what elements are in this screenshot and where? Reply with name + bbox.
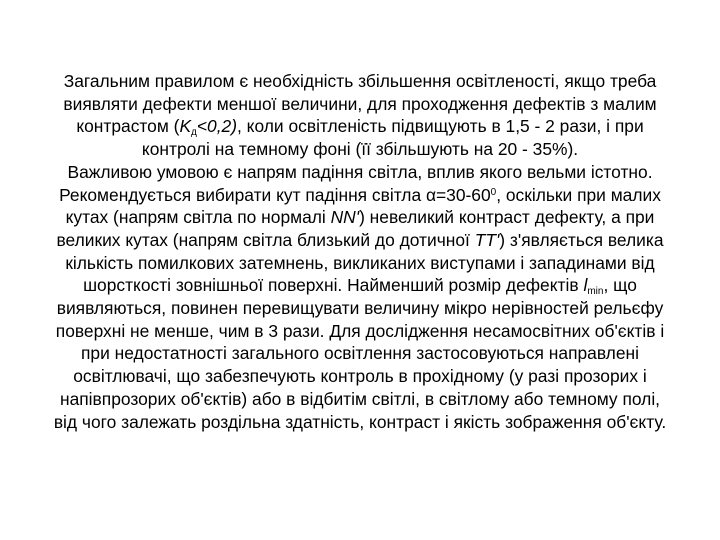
text-run: кутах (напрям світла по нормалі <box>65 207 331 228</box>
text-run: шорсткості зовнішньої поверхні. Найменший розмір дефектів <box>83 275 584 296</box>
contrast-subscript: д <box>191 127 197 139</box>
defect-size-symbol: l <box>583 275 588 296</box>
text-line <box>0 274 720 297</box>
text-line: при недостатності загального освітлення застосовуються направлені <box>81 343 639 364</box>
text-line <box>0 184 720 207</box>
contrast-value: <0,2) <box>196 116 238 137</box>
text-line: Загальним правилом є необхідність збільшення освітленості, якщо треба <box>63 71 657 91</box>
text-run: Рекомендується вибирати кут падіння світла α=30-60 <box>59 184 491 205</box>
text-run: ) з'являється велика <box>499 229 664 250</box>
text-line <box>0 115 720 138</box>
text-line: від чого залежать роздільна здатність, контраст і якість зображення об'єкту. <box>53 411 667 432</box>
text-line: поверхні не менше, чим в 3 рази. Для дослідження несамосвітних об'єктів і <box>55 320 665 341</box>
tangent-symbol: TT' <box>474 229 500 250</box>
text-line: кількість помилкових затемнень, викликаних виступами і западинами від <box>65 252 655 273</box>
text-line <box>0 206 720 229</box>
text-line: виявляються, повинен перевищувати величину мікро нерівностей рельєфу <box>56 298 664 319</box>
text-line <box>0 229 720 252</box>
normal-symbol: NN' <box>330 207 360 228</box>
text-line: контролі на темному фоні (її збільшують на 20 - 35%). <box>141 139 579 160</box>
text-run: , коли освітленість підвищують в 1,5 - 2 рази, і при <box>237 116 644 137</box>
text-run: , що <box>603 275 637 296</box>
text-line: напівпрозорих об'єктів) або в відбитім світлі, в світлому або темному полі, <box>59 388 661 409</box>
text-run: контрастом ( <box>76 116 180 137</box>
body-text <box>0 70 720 433</box>
text-line: освітлювачі, що забезпечують контроль в прохідному (у разі прозорих і <box>73 366 647 387</box>
text-line: виявляти дефекти меншої величини, для проходження дефектів з малим <box>63 93 657 114</box>
text-run: великих кутах (напрям світла близький до дотичної <box>56 229 475 250</box>
contrast-symbol: K <box>179 116 192 137</box>
text-run: , оскільки при малих <box>496 184 661 205</box>
degree-superscript: 0 <box>490 186 497 198</box>
min-subscript: min <box>587 286 604 298</box>
text-line: Важливою умовою є напрям падіння світла, вплив якого вельми істотно. <box>67 161 653 182</box>
text-run: ) невеликий контраст дефекту, а при <box>359 207 655 228</box>
